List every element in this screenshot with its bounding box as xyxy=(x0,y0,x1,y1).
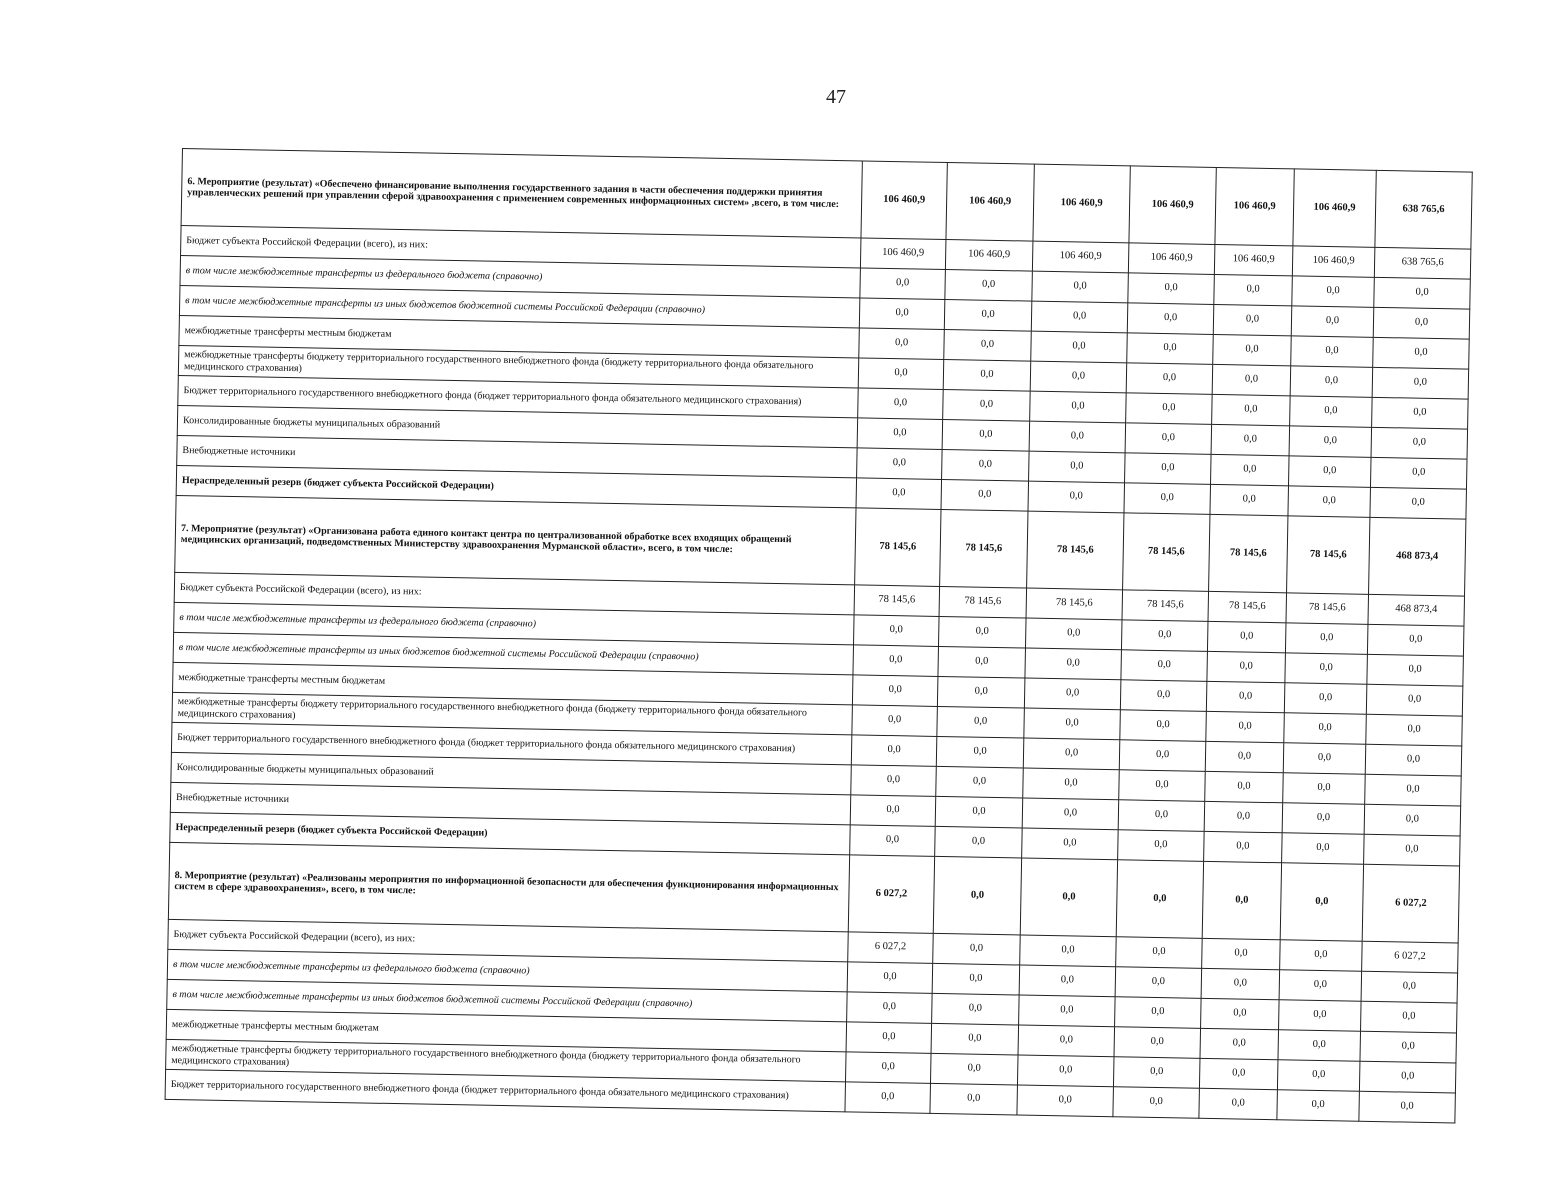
value-cell: 0,0 xyxy=(1291,336,1374,367)
value-cell: 0,0 xyxy=(851,735,937,767)
value-cell: 0,0 xyxy=(1371,427,1468,459)
value-cell: 0,0 xyxy=(850,825,936,857)
value-cell: 0,0 xyxy=(1364,804,1461,836)
value-cell: 0,0 xyxy=(1127,303,1214,335)
value-cell: 106 460,9 xyxy=(946,163,1034,242)
value-cell: 0,0 xyxy=(1207,651,1286,682)
budget-row-label: межбюджетные трансферты местным бюджетам xyxy=(173,662,853,704)
value-cell: 0,0 xyxy=(859,298,945,330)
value-cell: 0,0 xyxy=(1372,397,1469,429)
value-cell: 0,0 xyxy=(944,300,1032,332)
value-cell: 0,0 xyxy=(1124,483,1211,515)
value-cell: 0,0 xyxy=(1278,1030,1361,1061)
value-cell: 0,0 xyxy=(1199,1058,1278,1089)
value-cell: 0,0 xyxy=(1022,798,1119,830)
value-cell: 0,0 xyxy=(1023,768,1120,800)
value-cell: 0,0 xyxy=(935,796,1023,828)
value-cell: 106 460,9 xyxy=(1032,241,1129,273)
value-cell: 0,0 xyxy=(847,962,933,994)
value-cell: 0,0 xyxy=(1359,1091,1456,1123)
value-cell: 0,0 xyxy=(1279,970,1362,1001)
value-cell: 0,0 xyxy=(856,478,942,510)
value-cell: 106 460,9 xyxy=(1033,164,1130,243)
value-cell: 0,0 xyxy=(943,389,1031,421)
value-cell: 0,0 xyxy=(1277,1060,1360,1091)
value-cell: 0,0 xyxy=(858,358,944,390)
value-cell: 0,0 xyxy=(1029,421,1126,453)
budget-table-sheet xyxy=(165,148,1472,1123)
value-cell: 0,0 xyxy=(1019,965,1116,997)
value-cell: 6 027,2 xyxy=(848,855,934,934)
value-cell: 0,0 xyxy=(1370,457,1467,489)
budget-row-label: в том числе межбюджетные трансферты из иных бюджетов бюджетной системы Российской Федерации (справочно) xyxy=(179,285,859,327)
value-cell: 0,0 xyxy=(1370,487,1467,519)
value-cell: 0,0 xyxy=(1280,863,1363,941)
value-cell: 0,0 xyxy=(1200,1028,1279,1059)
value-cell: 0,0 xyxy=(1017,1085,1114,1117)
value-cell: 0,0 xyxy=(1025,648,1122,680)
value-cell: 6 027,2 xyxy=(1362,941,1459,973)
value-cell: 0,0 xyxy=(1210,484,1289,515)
budget-row-label: Консолидированные бюджеты муниципальных образований xyxy=(171,752,851,794)
budget-row-label: Бюджет субъекта Российской Федерации (всего), из них: xyxy=(168,919,848,961)
value-cell: 0,0 xyxy=(1212,394,1291,425)
value-cell: 0,0 xyxy=(1290,396,1373,427)
value-cell: 0,0 xyxy=(1365,744,1462,776)
value-cell: 0,0 xyxy=(936,766,1024,798)
value-cell: 0,0 xyxy=(852,675,938,707)
value-cell: 0,0 xyxy=(1214,274,1293,305)
value-cell: 0,0 xyxy=(1116,860,1203,939)
value-cell: 0,0 xyxy=(1285,623,1368,654)
value-cell: 0,0 xyxy=(1031,301,1128,333)
value-cell: 0,0 xyxy=(944,329,1032,361)
budget-table xyxy=(165,148,1473,1123)
value-cell: 0,0 xyxy=(1031,331,1128,363)
value-cell: 0,0 xyxy=(851,765,937,797)
value-cell: 0,0 xyxy=(1364,834,1461,866)
value-cell: 78 145,6 xyxy=(1122,590,1209,622)
value-cell: 0,0 xyxy=(1121,620,1208,652)
value-cell: 0,0 xyxy=(1285,653,1368,684)
value-cell: 0,0 xyxy=(1204,831,1283,862)
value-cell: 0,0 xyxy=(1120,710,1207,742)
value-cell: 78 145,6 xyxy=(854,585,940,617)
value-cell: 0,0 xyxy=(1120,680,1207,712)
value-cell: 0,0 xyxy=(1024,678,1121,710)
value-cell: 0,0 xyxy=(857,448,943,480)
value-cell: 638 765,6 xyxy=(1375,170,1472,249)
value-cell: 0,0 xyxy=(1022,828,1119,860)
value-cell: 0,0 xyxy=(941,479,1029,511)
budget-row-label: Бюджет субъекта Российской Федерации (всего), из них: xyxy=(174,572,854,614)
budget-row-label: Нераспределенный резерв (бюджет субъекта Российской Федерации) xyxy=(170,812,850,854)
value-cell: 0,0 xyxy=(1206,711,1285,742)
value-cell: 78 145,6 xyxy=(1287,516,1370,594)
activity-title: 8. Мероприятие (результат) «Реализованы мероприятия по информационной безопасности для обеспечения функционирования информационных систем в сфере здравоохранения», всего, в том числе: xyxy=(168,842,849,931)
value-cell: 0,0 xyxy=(1373,337,1470,369)
budget-row-label: межбюджетные трансферты бюджету территориального государственного внебюджетного фонда (бюджету территориального фонда обязательного медицинского страхования) xyxy=(172,692,852,734)
value-cell: 0,0 xyxy=(1201,968,1280,999)
value-cell: 0,0 xyxy=(858,388,944,420)
value-cell: 0,0 xyxy=(1118,830,1205,862)
value-cell: 0,0 xyxy=(845,1052,931,1084)
value-cell: 0,0 xyxy=(1283,773,1366,804)
budget-row-label: в том числе межбюджетные трансферты из иных бюджетов бюджетной системы Российской Федерации (справочно) xyxy=(173,632,853,674)
value-cell: 0,0 xyxy=(1290,366,1373,397)
value-cell: 106 460,9 xyxy=(1292,246,1375,277)
value-cell: 0,0 xyxy=(1211,424,1290,455)
budget-row-label: межбюджетные трансферты местным бюджетам xyxy=(166,1009,846,1051)
value-cell: 0,0 xyxy=(1115,967,1202,999)
budget-row-label: в том числе межбюджетные трансферты из иных бюджетов бюджетной системы Российской Федерации (справочно) xyxy=(167,979,847,1021)
value-cell: 638 765,6 xyxy=(1374,247,1471,279)
budget-row-label: в том числе межбюджетные трансферты из федерального бюджета (справочно) xyxy=(180,255,860,297)
value-cell: 0,0 xyxy=(1288,486,1371,517)
value-cell: 0,0 xyxy=(1206,681,1285,712)
value-cell: 0,0 xyxy=(1360,1031,1457,1063)
value-cell: 0,0 xyxy=(1030,361,1127,393)
value-cell: 0,0 xyxy=(1359,1061,1456,1093)
value-cell: 78 145,6 xyxy=(939,586,1027,618)
value-cell: 0,0 xyxy=(1284,713,1367,744)
value-cell: 0,0 xyxy=(1116,937,1203,969)
value-cell: 0,0 xyxy=(1199,1088,1278,1119)
value-cell: 0,0 xyxy=(1366,684,1463,716)
value-cell: 0,0 xyxy=(1113,1057,1200,1089)
value-cell: 0,0 xyxy=(1205,771,1284,802)
value-cell: 0,0 xyxy=(1121,650,1208,682)
budget-row-label: Бюджет субъекта Российской Федерации (всего), из них: xyxy=(181,225,861,267)
value-cell: 0,0 xyxy=(1119,770,1206,802)
value-cell: 0,0 xyxy=(1289,426,1372,457)
value-cell: 0,0 xyxy=(1202,938,1281,969)
page-number: 47 xyxy=(826,86,846,108)
value-cell: 0,0 xyxy=(1211,454,1290,485)
value-cell: 0,0 xyxy=(854,615,940,647)
value-cell: 0,0 xyxy=(1201,998,1280,1029)
value-cell: 0,0 xyxy=(1126,363,1213,395)
budget-row-label: Внебюджетные источники xyxy=(170,782,850,824)
value-cell: 0,0 xyxy=(846,1022,932,1054)
value-cell: 78 145,6 xyxy=(940,509,1028,588)
activity-title: 6. Мероприятие (результат) «Обеспечено финансирование выполнения государственного задания в части обеспечения поддержки принятия управленческих решений при управлении сферой здравоохранения с применением современных информационных систем» ,всего, в том числе: xyxy=(181,149,862,238)
value-cell: 0,0 xyxy=(1020,858,1117,937)
value-cell: 0,0 xyxy=(850,795,936,827)
activity-title: 7. Мероприятие (результат) «Организована работа единого контакт центра по централизованной обработке всех входящих обращений медицинских организаций, подведомственных Министерству здравоохранения Мурманской области», всего, в том числе: xyxy=(175,495,856,584)
budget-row-label: межбюджетные трансферты бюджету территориального государственного внебюджетного фонда (бюджету территориального фонда обязательного медицинского страхования) xyxy=(178,345,858,387)
value-cell: 0,0 xyxy=(1030,391,1127,423)
value-cell: 0,0 xyxy=(1283,743,1366,774)
value-cell: 0,0 xyxy=(1127,333,1214,365)
value-cell: 6 027,2 xyxy=(1362,864,1459,943)
value-cell: 0,0 xyxy=(1361,971,1458,1003)
value-cell: 0,0 xyxy=(930,1053,1018,1085)
value-cell: 0,0 xyxy=(938,616,1026,648)
value-cell: 0,0 xyxy=(1028,481,1125,513)
value-cell: 0,0 xyxy=(943,359,1031,391)
value-cell: 0,0 xyxy=(1282,803,1365,834)
value-cell: 0,0 xyxy=(937,706,1025,738)
value-cell: 0,0 xyxy=(1367,654,1464,686)
value-cell: 0,0 xyxy=(1366,714,1463,746)
value-cell: 0,0 xyxy=(1025,618,1122,650)
value-cell: 0,0 xyxy=(1280,940,1363,971)
value-cell: 0,0 xyxy=(1213,304,1292,335)
value-cell: 0,0 xyxy=(1125,423,1212,455)
budget-row-label: Бюджет территориального государственного внебюджетного фонда (бюджет территориального фонда обязательного медицинского страхования) xyxy=(171,722,851,764)
value-cell: 106 460,9 xyxy=(945,240,1033,272)
value-cell: 0,0 xyxy=(857,418,943,450)
budget-row-label: Нераспределенный резерв (бюджет субъекта Российской Федерации) xyxy=(176,465,856,507)
value-cell: 78 145,6 xyxy=(1123,513,1210,592)
value-cell: 78 145,6 xyxy=(1286,593,1369,624)
value-cell: 0,0 xyxy=(1020,935,1117,967)
value-cell: 0,0 xyxy=(938,646,1026,678)
value-cell: 0,0 xyxy=(860,268,946,300)
value-cell: 0,0 xyxy=(847,992,933,1024)
value-cell: 106 460,9 xyxy=(861,161,947,240)
budget-row-label: Консолидированные бюджеты муниципальных образований xyxy=(177,405,857,447)
value-cell: 0,0 xyxy=(935,826,1023,858)
value-cell: 0,0 xyxy=(1367,624,1464,656)
value-cell: 0,0 xyxy=(1114,1027,1201,1059)
value-cell: 0,0 xyxy=(932,963,1020,995)
value-cell: 0,0 xyxy=(936,736,1024,768)
value-cell: 0,0 xyxy=(933,933,1021,965)
budget-row-label: Бюджет территориального государственного внебюджетного фонда (бюджет территориального фонда обязательного медицинского страхования) xyxy=(165,1069,845,1111)
value-cell: 0,0 xyxy=(930,1083,1018,1115)
value-cell: 78 145,6 xyxy=(1209,514,1288,592)
value-cell: 0,0 xyxy=(1212,364,1291,395)
value-cell: 0,0 xyxy=(1125,453,1212,485)
value-cell: 0,0 xyxy=(1204,801,1283,832)
value-cell: 106 460,9 xyxy=(1129,166,1216,245)
budget-row-label: Бюджет территориального государственного внебюджетного фонда (бюджет территориального фонда обязательного медицинского страхования) xyxy=(178,375,858,417)
budget-row-label: межбюджетные трансферты бюджету территориального государственного внебюджетного фонда (бюджету территориального фонда обязательного медицинского страхования) xyxy=(166,1039,846,1081)
value-cell: 0,0 xyxy=(1291,306,1374,337)
value-cell: 106 460,9 xyxy=(860,238,946,270)
value-cell: 0,0 xyxy=(845,1082,931,1114)
value-cell: 0,0 xyxy=(1279,1000,1362,1031)
value-cell: 0,0 xyxy=(1128,273,1215,305)
budget-row-label: в том числе межбюджетные трансферты из федерального бюджета (справочно) xyxy=(167,949,847,991)
value-cell: 0,0 xyxy=(942,449,1030,481)
value-cell: 0,0 xyxy=(1119,740,1206,772)
value-cell: 0,0 xyxy=(1113,1087,1200,1119)
value-cell: 0,0 xyxy=(1365,774,1462,806)
value-cell: 0,0 xyxy=(1372,367,1469,399)
value-cell: 0,0 xyxy=(1019,995,1116,1027)
value-cell: 0,0 xyxy=(1277,1090,1360,1121)
value-cell: 106 460,9 xyxy=(1215,167,1294,245)
value-cell: 0,0 xyxy=(933,856,1021,935)
value-cell: 468 873,4 xyxy=(1369,517,1466,596)
value-cell: 0,0 xyxy=(942,419,1030,451)
value-cell: 106 460,9 xyxy=(1293,169,1376,247)
value-cell: 0,0 xyxy=(853,645,939,677)
value-cell: 0,0 xyxy=(1118,800,1205,832)
budget-row-label: Внебюджетные источники xyxy=(177,435,857,477)
value-cell: 0,0 xyxy=(1024,708,1121,740)
value-cell: 78 145,6 xyxy=(1027,511,1124,590)
budget-row-label: в том числе межбюджетные трансферты из федерального бюджета (справочно) xyxy=(174,602,854,644)
value-cell: 0,0 xyxy=(1284,683,1367,714)
value-cell: 0,0 xyxy=(1115,997,1202,1029)
value-cell: 0,0 xyxy=(1213,334,1292,365)
value-cell: 0,0 xyxy=(1288,456,1371,487)
value-cell: 468 873,4 xyxy=(1368,594,1465,626)
value-cell: 0,0 xyxy=(1361,1001,1458,1033)
value-cell: 0,0 xyxy=(1029,451,1126,483)
budget-row-label: межбюджетные трансферты местным бюджетам xyxy=(179,315,859,357)
value-cell: 0,0 xyxy=(1017,1055,1114,1087)
value-cell: 0,0 xyxy=(1374,277,1471,309)
value-cell: 0,0 xyxy=(852,705,938,737)
value-cell: 0,0 xyxy=(1032,271,1129,303)
value-cell: 0,0 xyxy=(1207,621,1286,652)
value-cell: 106 460,9 xyxy=(1214,244,1293,275)
value-cell: 0,0 xyxy=(1126,393,1213,425)
value-cell: 0,0 xyxy=(1292,276,1375,307)
value-cell: 0,0 xyxy=(1373,307,1470,339)
value-cell: 6 027,2 xyxy=(848,932,934,964)
value-cell: 78 145,6 xyxy=(855,508,941,587)
value-cell: 0,0 xyxy=(1282,833,1365,864)
value-cell: 0,0 xyxy=(859,328,945,360)
value-cell: 78 145,6 xyxy=(1208,591,1287,622)
value-cell: 78 145,6 xyxy=(1026,588,1123,620)
value-cell: 0,0 xyxy=(945,270,1033,302)
value-cell: 0,0 xyxy=(1205,741,1284,772)
value-cell: 0,0 xyxy=(931,1023,1019,1055)
value-cell: 0,0 xyxy=(937,676,1025,708)
value-cell: 106 460,9 xyxy=(1128,243,1215,275)
value-cell: 0,0 xyxy=(932,993,1020,1025)
value-cell: 0,0 xyxy=(1202,861,1281,939)
value-cell: 0,0 xyxy=(1023,738,1120,770)
value-cell: 0,0 xyxy=(1018,1025,1115,1057)
